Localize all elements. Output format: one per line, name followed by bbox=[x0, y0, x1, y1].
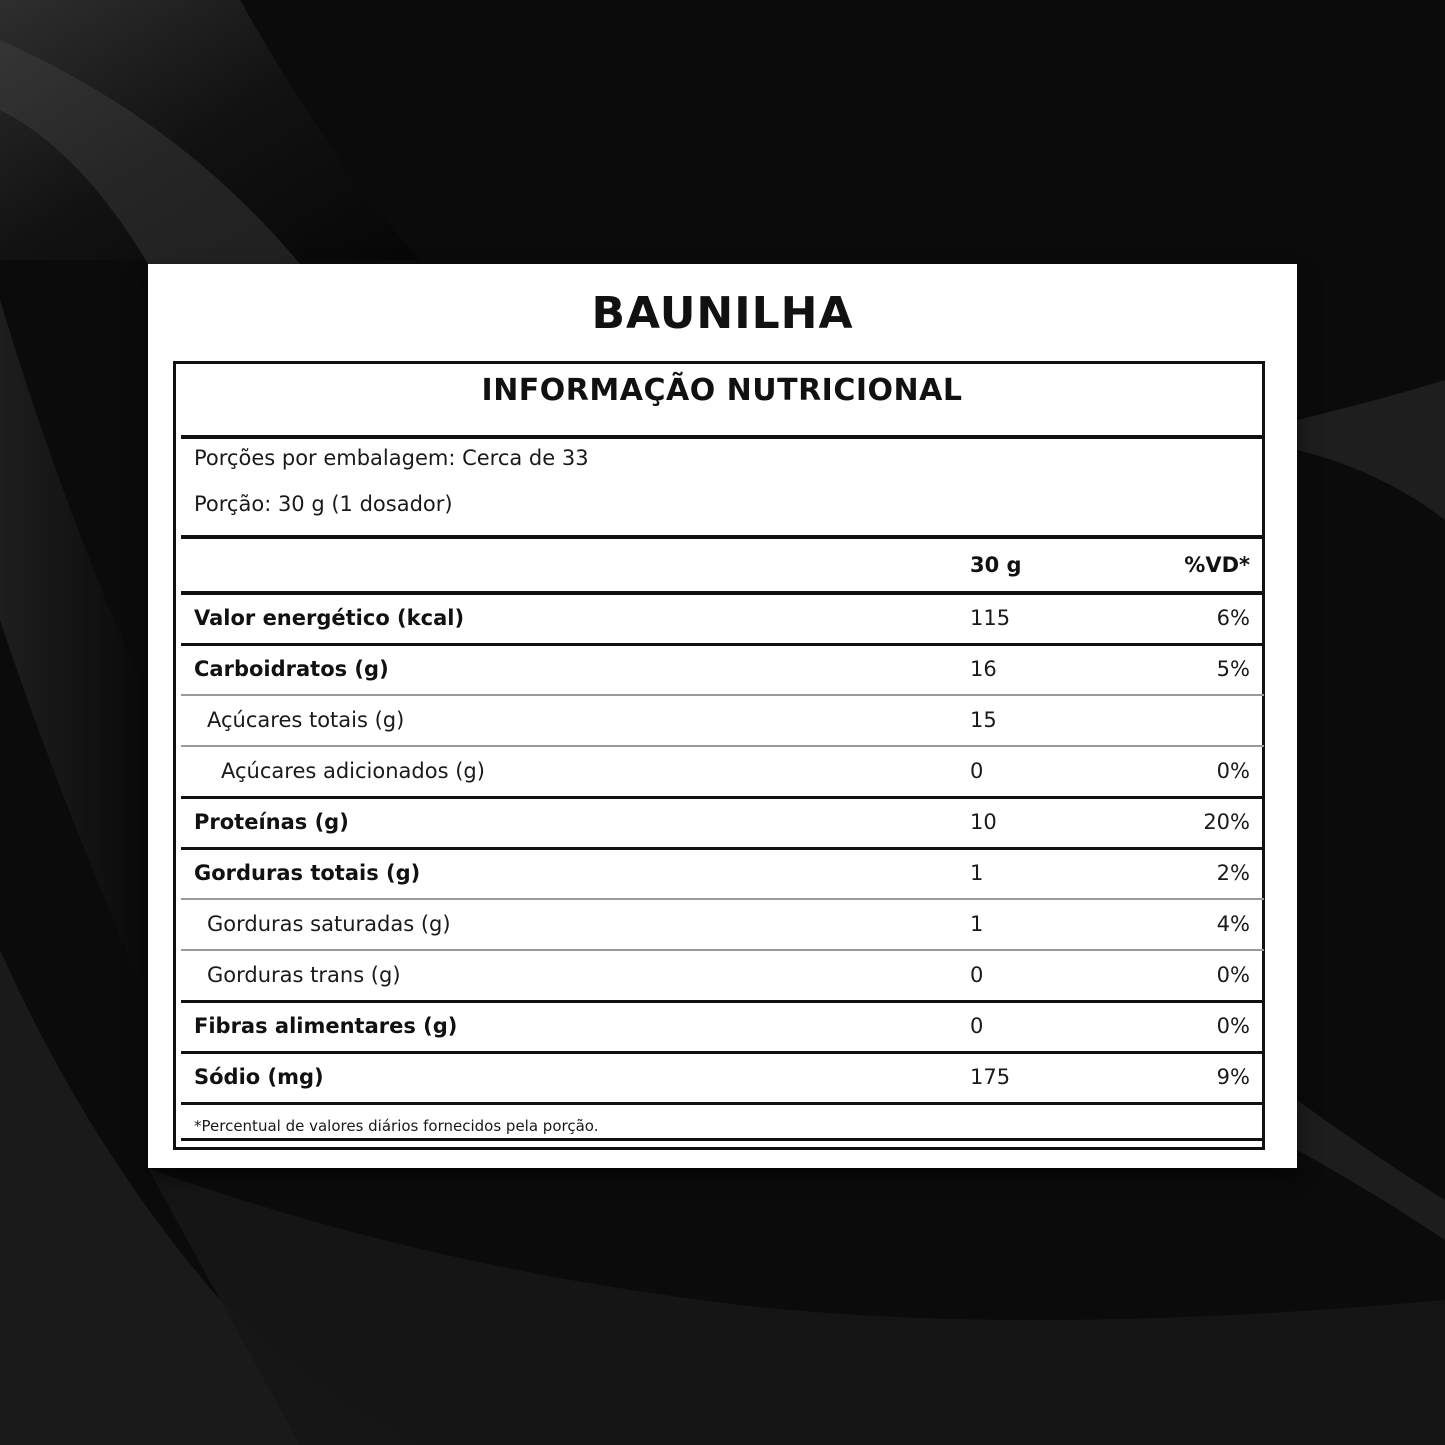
footnote-divider bbox=[181, 1138, 1264, 1141]
nutrient-row bbox=[181, 850, 1264, 899]
nutrient-name: Carboidratos (g) bbox=[194, 657, 389, 681]
nutrient-daily-value: 5% bbox=[1216, 657, 1250, 681]
nutrient-name: Gorduras totais (g) bbox=[194, 861, 421, 885]
nutrient-amount: 0 bbox=[970, 759, 984, 783]
nutrient-row bbox=[181, 952, 1264, 1001]
nutrient-row bbox=[181, 697, 1264, 746]
nutrient-name: Açúcares adicionados (g) bbox=[221, 759, 485, 783]
nutrient-amount: 1 bbox=[970, 861, 984, 885]
nutrient-row bbox=[181, 646, 1264, 695]
nutrient-name: Sódio (mg) bbox=[194, 1065, 324, 1089]
nutrient-row bbox=[181, 595, 1264, 644]
serving-divider bbox=[181, 535, 1264, 539]
nutrient-amount: 15 bbox=[970, 708, 997, 732]
row-divider bbox=[181, 949, 1264, 951]
flavor-title: BAUNILHA bbox=[591, 288, 854, 339]
nutrient-row bbox=[181, 799, 1264, 848]
nutrient-row bbox=[181, 748, 1264, 797]
nutrient-daily-value: 9% bbox=[1216, 1065, 1250, 1089]
nutrient-name: Gorduras saturadas (g) bbox=[207, 912, 451, 936]
nutrition-table-title: INFORMAÇÃO NUTRICIONAL bbox=[481, 373, 963, 408]
nutrient-amount: 0 bbox=[970, 1014, 984, 1038]
nutrient-row bbox=[181, 1054, 1264, 1103]
nutrient-name: Fibras alimentares (g) bbox=[194, 1014, 458, 1038]
nutrient-daily-value: 4% bbox=[1216, 912, 1250, 936]
footnote: *Percentual de valores diários fornecidos pela porção. bbox=[194, 1117, 599, 1135]
nutrient-name: Proteínas (g) bbox=[194, 810, 349, 834]
serving-size: Porção: 30 g (1 dosador) bbox=[194, 492, 453, 516]
nutrient-amount: 10 bbox=[970, 810, 997, 834]
nutrient-daily-value: 0% bbox=[1216, 759, 1250, 783]
nutrient-name: Açúcares totais (g) bbox=[207, 708, 405, 732]
nutrient-amount: 115 bbox=[970, 606, 1011, 630]
nutrient-amount: 16 bbox=[970, 657, 997, 681]
amount-column-header: 30 g bbox=[970, 553, 1022, 577]
nutrient-name: Valor energético (kcal) bbox=[194, 606, 465, 630]
daily-value-column-header: %VD* bbox=[1184, 553, 1250, 577]
nutrient-name: Gorduras trans (g) bbox=[207, 963, 401, 987]
nutrient-daily-value: 0% bbox=[1216, 963, 1250, 987]
title-divider bbox=[181, 435, 1264, 439]
nutrient-daily-value: 0% bbox=[1216, 1014, 1250, 1038]
nutrient-daily-value: 20% bbox=[1203, 810, 1250, 834]
nutrient-row bbox=[181, 901, 1264, 950]
row-divider bbox=[181, 1102, 1264, 1105]
nutrient-amount: 1 bbox=[970, 912, 984, 936]
nutrient-daily-value: 6% bbox=[1216, 606, 1250, 630]
servings-per-package: Porções por embalagem: Cerca de 33 bbox=[194, 446, 589, 470]
nutrient-amount: 175 bbox=[970, 1065, 1011, 1089]
nutrient-row bbox=[181, 1003, 1264, 1052]
row-divider bbox=[181, 694, 1264, 696]
row-divider bbox=[181, 745, 1264, 747]
nutrient-daily-value: 2% bbox=[1216, 861, 1250, 885]
row-divider bbox=[181, 898, 1264, 900]
nutrient-amount: 0 bbox=[970, 963, 984, 987]
